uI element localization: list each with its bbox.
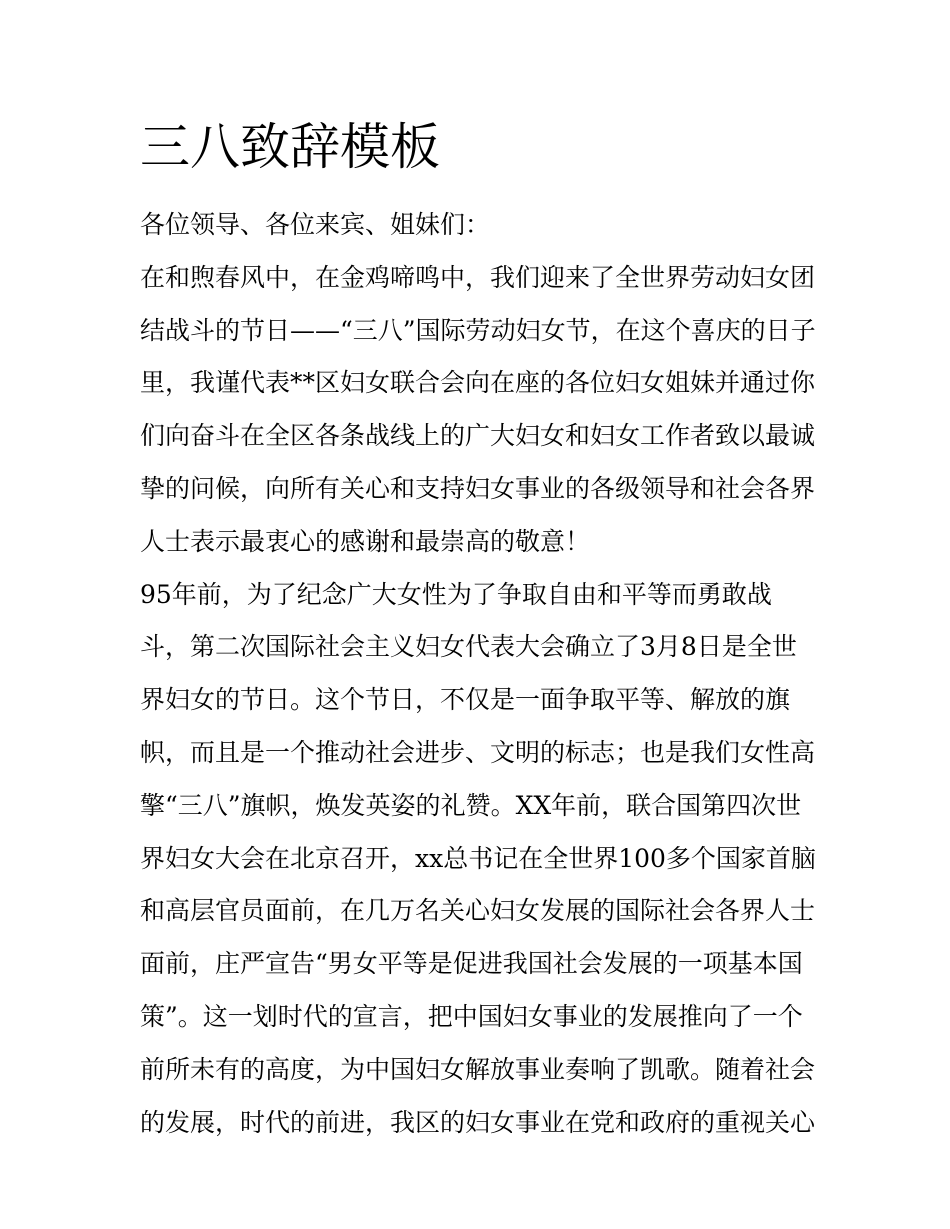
text-line: 各位领导、各位来宾、姐妹们： — [140, 210, 491, 239]
text-line: 界妇女的节日。这个节日，不仅是一面争取平等、解放的旗 — [140, 685, 791, 714]
text-line: 帜，而且是一个推动社会进步、文明的标志；也是我们女性高 — [140, 738, 816, 767]
text-line: 挚的问候，向所有关心和支持妇女事业的各级领导和社会各界 — [140, 474, 816, 503]
text-line: 面前，庄严宣告“男女平等是促进我国社会发展的一项基本国 — [140, 949, 803, 978]
text-line: 的发展，时代的前进，我区的妇女事业在党和政府的重视关心 — [140, 1108, 816, 1137]
text-line: 在和煦春风中，在金鸡啼鸣中，我们迎来了全世界劳动妇女团 — [140, 263, 816, 292]
text-line: 95年前，为了纪念广大女性为了争取自由和平等而勇敢战 — [140, 580, 772, 609]
text-line: 擎“三八”旗帜，焕发英姿的礼赞。XX年前，联合国第四次世 — [140, 791, 802, 820]
document-title: 三八致辞模板 — [140, 118, 440, 176]
text-line: 界妇女大会在北京召开，xx总书记在全世界100多个国家首脑 — [140, 844, 816, 873]
text-line: 斗，第二次国际社会主义妇女代表大会确立了3月8日是全世 — [140, 632, 797, 661]
text-line: 前所未有的高度，为中国妇女解放事业奏响了凯歌。随着社会 — [140, 1055, 816, 1084]
text-line: 里，我谨代表**区妇女联合会向在座的各位妇女姐妹并通过你 — [140, 368, 816, 397]
text-line: 们向奋斗在全区各条战线上的广大妇女和妇女工作者致以最诚 — [140, 421, 816, 450]
text-line: 策”。这一划时代的宣言，把中国妇女事业的发展推向了一个 — [140, 1002, 803, 1031]
text-line: 结战斗的节日——“三八”国际劳动妇女节，在这个喜庆的日子 — [140, 316, 816, 345]
text-line: 和高层官员面前，在几万名关心妇女发展的国际社会各界人士 — [140, 896, 816, 925]
text-line: 人士表示最衷心的感谢和最崇高的敬意！ — [140, 527, 591, 556]
